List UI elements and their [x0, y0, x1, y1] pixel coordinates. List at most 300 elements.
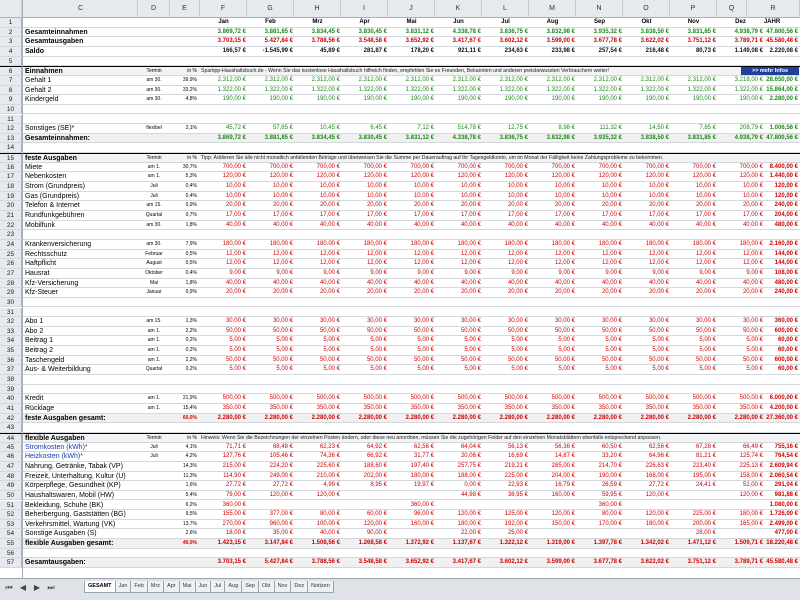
month-value-cell[interactable]: 210,00 €: [316, 472, 340, 479]
month-value-cell[interactable]: 17,00 €: [648, 212, 669, 218]
month-value-cell[interactable]: 700,00 €: [504, 163, 528, 170]
month-value-cell[interactable]: 200,00 €: [692, 520, 716, 527]
month-value-cell[interactable]: 2.312,00 €: [311, 76, 340, 83]
month-value-cell[interactable]: 59,95 €: [601, 491, 622, 498]
month-value-cell[interactable]: 5,00 €: [699, 347, 716, 354]
row-number[interactable]: 30: [0, 298, 22, 307]
row-number[interactable]: 12: [0, 124, 22, 133]
row-number[interactable]: 23: [0, 230, 22, 239]
row-number[interactable]: 33: [0, 327, 22, 336]
month-value-cell[interactable]: 80,73 €: [695, 47, 716, 54]
row-label[interactable]: Kredit: [25, 395, 44, 403]
month-value-cell[interactable]: 350,00 €: [551, 405, 575, 411]
row-label[interactable]: Freizeit, Unterhaltung, Kultur (U): [25, 472, 126, 480]
row-number[interactable]: 29: [0, 288, 22, 297]
month-value-cell[interactable]: 180,00 €: [316, 240, 340, 247]
month-value-cell[interactable]: 3.789,71 €: [734, 559, 763, 566]
row-number[interactable]: 28: [0, 279, 22, 288]
due-term[interactable]: am 1.: [147, 356, 161, 363]
row-label[interactable]: Aus- & Weiterbildung: [25, 366, 91, 374]
month-value-cell[interactable]: 10,00 €: [695, 192, 716, 199]
month-value-cell[interactable]: 2.280,00 €: [593, 414, 622, 421]
row-number[interactable]: 44: [0, 434, 22, 442]
month-value-cell[interactable]: 12,00 €: [460, 260, 481, 267]
due-term[interactable]: Oktober: [145, 269, 163, 276]
empty-row-cell[interactable]: [24, 115, 134, 124]
month-value-cell[interactable]: 19,97 €: [413, 482, 434, 489]
month-value-cell[interactable]: 120,00 €: [222, 173, 246, 180]
month-value-cell[interactable]: 190,00 €: [739, 96, 763, 103]
due-term[interactable]: Termin: [146, 155, 162, 162]
month-value-cell[interactable]: 30,00 €: [460, 318, 481, 325]
month-value-cell[interactable]: 3.602,12 €: [499, 38, 528, 45]
month-value-cell[interactable]: 30,00 €: [413, 318, 434, 325]
percent-share[interactable]: 60,0%: [182, 414, 197, 421]
month-value-cell[interactable]: 190,00 €: [692, 96, 716, 103]
month-value-cell[interactable]: 1.322,00 €: [264, 86, 293, 93]
sheet-tab-mrz[interactable]: Mrz: [147, 581, 164, 593]
month-value-cell[interactable]: 2.280,00 €: [734, 414, 763, 421]
year-total-cell[interactable]: 600,00 €: [774, 327, 798, 334]
month-value-cell[interactable]: 1.509,71 €: [734, 540, 763, 547]
month-value-cell[interactable]: 202,00 €: [363, 472, 387, 479]
month-value-cell[interactable]: 9,00 €: [276, 269, 293, 276]
month-value-cell[interactable]: 350,00 €: [598, 405, 622, 411]
month-value-cell[interactable]: 125,74 €: [739, 453, 763, 460]
row-number[interactable]: 39: [0, 385, 22, 394]
month-value-cell[interactable]: 30,00 €: [319, 318, 340, 325]
month-value-cell[interactable]: 5,00 €: [276, 337, 293, 344]
month-value-cell[interactable]: 35,00 €: [272, 530, 293, 537]
year-total-cell[interactable]: 15.864,00 €: [766, 86, 798, 93]
month-value-cell[interactable]: 120,00 €: [457, 173, 481, 180]
due-term[interactable]: am 1.: [147, 395, 161, 402]
sheet-tab-feb[interactable]: Feb: [130, 581, 147, 593]
month-header-jun[interactable]: Jun: [453, 19, 464, 25]
month-value-cell[interactable]: 257,54 €: [598, 47, 622, 54]
month-value-cell[interactable]: [670, 501, 717, 510]
month-value-cell[interactable]: 180,00 €: [363, 240, 387, 247]
month-value-cell[interactable]: 500,00 €: [692, 395, 716, 402]
month-value-cell[interactable]: 1.137,67 €: [452, 540, 481, 547]
month-value-cell[interactable]: 120,00 €: [316, 491, 340, 498]
month-value-cell[interactable]: 45,72 €: [225, 125, 246, 132]
month-value-cell[interactable]: 40,00 €: [366, 279, 387, 286]
month-value-cell[interactable]: 12,75 €: [507, 125, 528, 132]
year-total-cell[interactable]: 45.580,48 €: [766, 559, 798, 566]
month-value-cell[interactable]: 350,00 €: [410, 405, 434, 411]
row-label[interactable]: Taschengeld: [25, 356, 65, 364]
month-value-cell[interactable]: 120,00 €: [269, 173, 293, 180]
row-label[interactable]: Saldo: [25, 47, 45, 55]
month-value-cell[interactable]: 700,00 €: [222, 163, 246, 170]
month-value-cell[interactable]: 190,00 €: [645, 96, 669, 103]
month-value-cell[interactable]: 3.622,02 €: [640, 559, 669, 566]
month-value-cell[interactable]: 28,00 €: [695, 530, 716, 537]
month-value-cell[interactable]: [482, 501, 529, 510]
month-value-cell[interactable]: 44,98 €: [460, 491, 481, 498]
sheet-tab-jul[interactable]: Jul: [210, 581, 225, 593]
month-value-cell[interactable]: 12,00 €: [507, 260, 528, 267]
due-term[interactable]: Termin: [146, 434, 162, 441]
month-value-cell[interactable]: 20,00 €: [272, 202, 293, 209]
month-value-cell[interactable]: 12,00 €: [225, 250, 246, 257]
month-value-cell[interactable]: 40,00 €: [272, 221, 293, 228]
month-value-cell[interactable]: 10,00 €: [648, 192, 669, 199]
month-value-cell[interactable]: 360,00 €: [410, 501, 434, 508]
year-total-cell[interactable]: 291,04 €: [774, 482, 798, 489]
row-number[interactable]: 17: [0, 172, 22, 181]
percent-share[interactable]: in %: [187, 155, 197, 162]
month-value-cell[interactable]: 5,00 €: [699, 366, 716, 373]
month-value-cell[interactable]: 208,79 €: [739, 125, 763, 132]
month-value-cell[interactable]: 12,00 €: [413, 260, 434, 267]
row-number[interactable]: 1: [0, 18, 22, 27]
month-value-cell[interactable]: 50,00 €: [366, 356, 387, 363]
month-value-cell[interactable]: 10,00 €: [601, 192, 622, 199]
year-total-cell[interactable]: 28.650,00 €: [766, 76, 798, 83]
month-value-cell[interactable]: 20,00 €: [366, 202, 387, 209]
month-value-cell[interactable]: 3.703,15 €: [217, 38, 246, 45]
month-value-cell[interactable]: 3.548,58 €: [358, 559, 387, 566]
month-value-cell[interactable]: 700,00 €: [551, 163, 575, 170]
month-value-cell[interactable]: 1.319,00 €: [546, 540, 575, 547]
month-value-cell[interactable]: 8,95 €: [370, 482, 387, 489]
month-value-cell[interactable]: 20,00 €: [742, 202, 763, 209]
month-value-cell[interactable]: 120,00 €: [692, 173, 716, 180]
row-number[interactable]: 16: [0, 163, 22, 172]
month-value-cell[interactable]: 166,57 €: [222, 47, 246, 54]
row-label[interactable]: Sonstige Ausgaben (S): [25, 530, 97, 538]
month-value-cell[interactable]: 64,04 €: [460, 443, 481, 450]
row-number[interactable]: 53: [0, 520, 22, 529]
month-value-cell[interactable]: 50,00 €: [695, 356, 716, 363]
month-value-cell[interactable]: 17,00 €: [695, 212, 716, 218]
empty-row-cell[interactable]: [24, 308, 134, 317]
month-value-cell[interactable]: 40,00 €: [225, 279, 246, 286]
month-value-cell[interactable]: 20,00 €: [319, 289, 340, 296]
month-value-cell[interactable]: 180,00 €: [504, 240, 528, 247]
month-value-cell[interactable]: 500,00 €: [316, 395, 340, 402]
month-value-cell[interactable]: 2.312,00 €: [640, 76, 669, 83]
month-value-cell[interactable]: 190,00 €: [598, 472, 622, 479]
month-value-cell[interactable]: 3.652,92 €: [405, 559, 434, 566]
month-value-cell[interactable]: 3.831,12 €: [405, 28, 434, 35]
month-value-cell[interactable]: 12,00 €: [601, 250, 622, 257]
month-value-cell[interactable]: 80,00 €: [601, 511, 622, 518]
month-value-cell[interactable]: 1.322,00 €: [546, 86, 575, 93]
percent-share[interactable]: 7,9%: [185, 240, 197, 247]
month-value-cell[interactable]: 120,00 €: [739, 173, 763, 180]
column-header-p[interactable]: P: [670, 0, 717, 18]
month-value-cell[interactable]: 62,56 €: [413, 443, 434, 450]
month-value-cell[interactable]: [529, 529, 576, 538]
month-value-cell[interactable]: 20,00 €: [460, 202, 481, 209]
month-value-cell[interactable]: 9,00 €: [511, 269, 528, 276]
month-value-cell[interactable]: 20,00 €: [507, 289, 528, 296]
month-value-cell[interactable]: 40,00 €: [319, 530, 340, 537]
row-number[interactable]: 40: [0, 394, 22, 403]
month-value-cell[interactable]: 3.869,72 €: [217, 28, 246, 35]
month-value-cell[interactable]: 3.832,98 €: [546, 134, 575, 141]
due-term[interactable]: am 1.: [147, 173, 161, 180]
month-value-cell[interactable]: 17,00 €: [554, 212, 575, 218]
month-value-cell[interactable]: 1.372,92 €: [405, 540, 434, 547]
month-value-cell[interactable]: 700,00 €: [269, 163, 293, 170]
month-value-cell[interactable]: 3.751,12 €: [687, 559, 716, 566]
year-total-cell[interactable]: 1.080,00 €: [769, 501, 798, 508]
month-value-cell[interactable]: 12,00 €: [648, 250, 669, 257]
percent-share[interactable]: 4,8%: [185, 96, 197, 103]
month-value-cell[interactable]: 60,00 €: [366, 511, 387, 518]
month-value-cell[interactable]: 1.322,00 €: [734, 86, 763, 93]
month-value-cell[interactable]: 180,00 €: [551, 240, 575, 247]
month-value-cell[interactable]: 5,00 €: [370, 337, 387, 344]
month-value-cell[interactable]: 12,00 €: [742, 250, 763, 257]
year-total-cell[interactable]: 2.499,00 €: [769, 520, 798, 527]
month-value-cell[interactable]: 120,00 €: [551, 511, 575, 518]
row-number[interactable]: 26: [0, 259, 22, 268]
month-value-cell[interactable]: 20,00 €: [272, 289, 293, 296]
month-value-cell[interactable]: 10,00 €: [554, 183, 575, 190]
first-sheet-icon[interactable]: ⏮: [5, 583, 13, 592]
year-total-cell[interactable]: 2.220,08 €: [769, 47, 798, 54]
month-value-cell[interactable]: 10,00 €: [319, 183, 340, 190]
due-term[interactable]: Februar: [145, 250, 163, 257]
month-value-cell[interactable]: 2.280,00 €: [264, 414, 293, 421]
month-value-cell[interactable]: 1.322,00 €: [405, 86, 434, 93]
percent-share[interactable]: 1,3%: [185, 318, 197, 325]
month-value-cell[interactable]: 1.322,12 €: [499, 540, 528, 547]
month-value-cell[interactable]: 60,50 €: [601, 443, 622, 450]
percent-share[interactable]: 1,8%: [185, 279, 197, 286]
year-total-cell[interactable]: 47.800,56 €: [766, 28, 798, 35]
month-value-cell[interactable]: 5,00 €: [323, 366, 340, 373]
row-label[interactable]: flexible Ausgaben: [25, 434, 85, 442]
month-value-cell[interactable]: 1.508,56 €: [311, 540, 340, 547]
row-number[interactable]: 54: [0, 529, 22, 538]
month-value-cell[interactable]: 40,00 €: [648, 221, 669, 228]
month-value-cell[interactable]: 160,00 €: [551, 491, 575, 498]
row-label[interactable]: Beherbergung, Gaststätten (BG): [25, 511, 126, 519]
month-value-cell[interactable]: 223,40 €: [692, 462, 716, 469]
month-value-cell[interactable]: 5,00 €: [464, 366, 481, 373]
month-value-cell[interactable]: 9,00 €: [464, 269, 481, 276]
month-value-cell[interactable]: 12,00 €: [272, 260, 293, 267]
month-value-cell[interactable]: 20,00 €: [413, 202, 434, 209]
month-value-cell[interactable]: 30,00 €: [648, 318, 669, 325]
month-value-cell[interactable]: 50,00 €: [742, 356, 763, 363]
prev-sheet-icon[interactable]: ◀: [19, 583, 27, 592]
month-value-cell[interactable]: 40,00 €: [507, 221, 528, 228]
row-label[interactable]: Kindergeld: [25, 96, 59, 104]
month-value-cell[interactable]: 3.789,71 €: [734, 38, 763, 45]
month-value-cell[interactable]: 5,00 €: [746, 337, 763, 344]
row-number[interactable]: 15: [0, 154, 22, 162]
month-value-cell[interactable]: 120,00 €: [457, 511, 481, 518]
row-number[interactable]: 38: [0, 375, 22, 384]
month-value-cell[interactable]: 5,00 €: [558, 366, 575, 373]
month-header-sep[interactable]: Sep: [593, 19, 605, 25]
month-value-cell[interactable]: 3.599,00 €: [546, 38, 575, 45]
month-value-cell[interactable]: 4.938,79 €: [734, 28, 763, 35]
month-value-cell[interactable]: 5,00 €: [558, 337, 575, 344]
month-value-cell[interactable]: 12,00 €: [366, 250, 387, 257]
year-total-cell[interactable]: 6.000,00 €: [769, 395, 798, 402]
month-value-cell[interactable]: 20,00 €: [225, 289, 246, 296]
row-number[interactable]: 45: [0, 443, 22, 452]
row-number[interactable]: 14: [0, 143, 22, 152]
month-value-cell[interactable]: 190,00 €: [316, 96, 340, 103]
month-value-cell[interactable]: 225,00 €: [692, 511, 716, 518]
month-value-cell[interactable]: 3.935,32 €: [593, 28, 622, 35]
month-value-cell[interactable]: 3.751,12 €: [687, 38, 716, 45]
month-value-cell[interactable]: 190,00 €: [598, 96, 622, 103]
month-value-cell[interactable]: 1.342,02 €: [640, 540, 669, 547]
sheet-tab-gesamt[interactable]: GESAMT: [84, 581, 116, 593]
month-value-cell[interactable]: 195,00 €: [692, 472, 716, 479]
month-value-cell[interactable]: 350,00 €: [504, 405, 528, 411]
month-value-cell[interactable]: 3.881,85 €: [264, 134, 293, 141]
month-value-cell[interactable]: 3.831,85 €: [687, 134, 716, 141]
row-label[interactable]: Mobilfunk: [25, 221, 55, 229]
month-value-cell[interactable]: 20,00 €: [319, 202, 340, 209]
year-total-cell[interactable]: 108,00 €: [774, 269, 798, 276]
percent-share[interactable]: 0,9%: [185, 202, 197, 209]
percent-share[interactable]: 5,4%: [185, 491, 197, 498]
year-total-cell[interactable]: 480,00 €: [774, 279, 798, 286]
empty-row-cell[interactable]: [24, 549, 134, 558]
percent-share[interactable]: 0,7%: [185, 212, 197, 218]
month-value-cell[interactable]: 225,00 €: [504, 472, 528, 479]
month-value-cell[interactable]: 360,00 €: [222, 501, 246, 508]
month-value-cell[interactable]: 17,00 €: [742, 212, 763, 218]
month-value-cell[interactable]: 40,00 €: [554, 221, 575, 228]
month-value-cell[interactable]: 120,00 €: [363, 520, 387, 527]
month-value-cell[interactable]: [623, 529, 670, 538]
year-total-cell[interactable]: 2.160,00 €: [769, 240, 798, 247]
row-label[interactable]: Körperpflege, Gesundheit (KP): [25, 482, 121, 490]
due-term[interactable]: August: [146, 260, 162, 267]
row-number[interactable]: 19: [0, 192, 22, 201]
due-term[interactable]: Quartal: [145, 366, 163, 373]
year-total-cell[interactable]: 120,00 €: [774, 183, 798, 190]
column-header-i[interactable]: I: [341, 0, 388, 18]
month-value-cell[interactable]: 120,00 €: [645, 173, 669, 180]
month-value-cell[interactable]: 50,00 €: [319, 356, 340, 363]
month-value-cell[interactable]: 180,00 €: [222, 240, 246, 247]
month-value-cell[interactable]: 5,00 €: [746, 347, 763, 354]
month-value-cell[interactable]: 50,00 €: [272, 356, 293, 363]
sheet-tab-aug[interactable]: Aug: [224, 581, 242, 593]
month-value-cell[interactable]: 50,00 €: [413, 356, 434, 363]
month-value-cell[interactable]: 62,56 €: [648, 443, 669, 450]
month-value-cell[interactable]: 350,00 €: [316, 405, 340, 411]
month-value-cell[interactable]: 500,00 €: [598, 395, 622, 402]
month-value-cell[interactable]: 180,00 €: [645, 240, 669, 247]
empty-row-cell[interactable]: [24, 105, 134, 114]
month-value-cell[interactable]: 50,00 €: [648, 356, 669, 363]
month-value-cell[interactable]: 9,00 €: [229, 269, 246, 276]
percent-share[interactable]: 40,0%: [182, 540, 197, 547]
month-value-cell[interactable]: 1.322,00 €: [687, 86, 716, 93]
empty-row-cell[interactable]: [24, 230, 134, 239]
month-value-cell[interactable]: 3.417,67 €: [452, 38, 481, 45]
percent-share[interactable]: 5,3%: [185, 173, 197, 180]
month-value-cell[interactable]: 3.838,50 €: [640, 134, 669, 141]
row-number[interactable]: 43: [0, 423, 22, 432]
month-value-cell[interactable]: 7,85 €: [699, 125, 716, 132]
month-value-cell[interactable]: 960,00 €: [269, 520, 293, 527]
month-value-cell[interactable]: 71,71 €: [225, 443, 246, 450]
month-value-cell[interactable]: 350,00 €: [363, 405, 387, 411]
month-value-cell[interactable]: 10,00 €: [742, 183, 763, 190]
month-value-cell[interactable]: 14,87 €: [554, 453, 575, 460]
percent-share[interactable]: 0,4%: [185, 269, 197, 276]
month-value-cell[interactable]: 20,00 €: [413, 289, 434, 296]
month-value-cell[interactable]: [388, 529, 435, 538]
month-value-cell[interactable]: 700,00 €: [739, 163, 763, 170]
month-value-cell[interactable]: 50,00 €: [460, 327, 481, 334]
month-value-cell[interactable]: 20,00 €: [648, 289, 669, 296]
year-total-cell[interactable]: 360,00 €: [774, 318, 798, 325]
row-label[interactable]: Hausrat: [25, 269, 50, 277]
month-value-cell[interactable]: 500,00 €: [222, 395, 246, 402]
month-value-cell[interactable]: 114,90 €: [223, 472, 246, 479]
month-value-cell[interactable]: 5,00 €: [229, 347, 246, 354]
month-value-cell[interactable]: 30,00 €: [366, 318, 387, 325]
month-value-cell[interactable]: 5,00 €: [276, 366, 293, 373]
month-value-cell[interactable]: 5,00 €: [276, 347, 293, 354]
month-value-cell[interactable]: 17,00 €: [460, 212, 481, 218]
sheet-tab-sep[interactable]: Sep: [241, 581, 259, 593]
last-sheet-icon[interactable]: ⏭: [47, 583, 55, 592]
month-value-cell[interactable]: 8,98 €: [558, 125, 575, 132]
percent-share[interactable]: 9,5%: [185, 511, 197, 518]
select-all-corner[interactable]: [0, 0, 22, 18]
month-value-cell[interactable]: 52,00 €: [742, 482, 763, 489]
row-number[interactable]: 5: [0, 57, 22, 66]
month-value-cell[interactable]: 25,00 €: [507, 530, 528, 537]
column-header-r[interactable]: R: [747, 0, 800, 18]
month-value-cell[interactable]: 50,00 €: [225, 327, 246, 334]
month-value-cell[interactable]: 10,00 €: [272, 192, 293, 199]
month-value-cell[interactable]: 40,00 €: [272, 279, 293, 286]
month-value-cell[interactable]: 40,00 €: [601, 221, 622, 228]
month-value-cell[interactable]: 9,00 €: [746, 269, 763, 276]
month-value-cell[interactable]: 1.322,00 €: [640, 86, 669, 93]
month-value-cell[interactable]: 225,13 €: [739, 462, 763, 469]
month-value-cell[interactable]: 30,00 €: [225, 318, 246, 325]
month-value-cell[interactable]: 40,00 €: [319, 221, 340, 228]
month-value-cell[interactable]: 40,00 €: [648, 279, 669, 286]
month-value-cell[interactable]: 1.149,08 €: [734, 47, 763, 54]
year-total-cell[interactable]: 600,00 €: [774, 356, 798, 363]
month-value-cell[interactable]: 180,00 €: [598, 240, 622, 247]
month-value-cell[interactable]: 500,00 €: [269, 395, 293, 402]
month-value-cell[interactable]: 120,00 €: [645, 491, 669, 498]
month-value-cell[interactable]: 700,00 €: [598, 163, 622, 170]
month-value-cell[interactable]: 22,00 €: [460, 530, 481, 537]
month-value-cell[interactable]: 700,00 €: [692, 163, 716, 170]
month-value-cell[interactable]: [435, 501, 482, 510]
month-value-cell[interactable]: 20,00 €: [460, 289, 481, 296]
month-value-cell[interactable]: 33,20 €: [601, 453, 622, 460]
empty-row-cell[interactable]: [24, 143, 134, 152]
month-value-cell[interactable]: 10,00 €: [554, 192, 575, 199]
sheet-tab-jan[interactable]: Jan: [115, 581, 132, 593]
month-value-cell[interactable]: 2.312,00 €: [264, 76, 293, 83]
